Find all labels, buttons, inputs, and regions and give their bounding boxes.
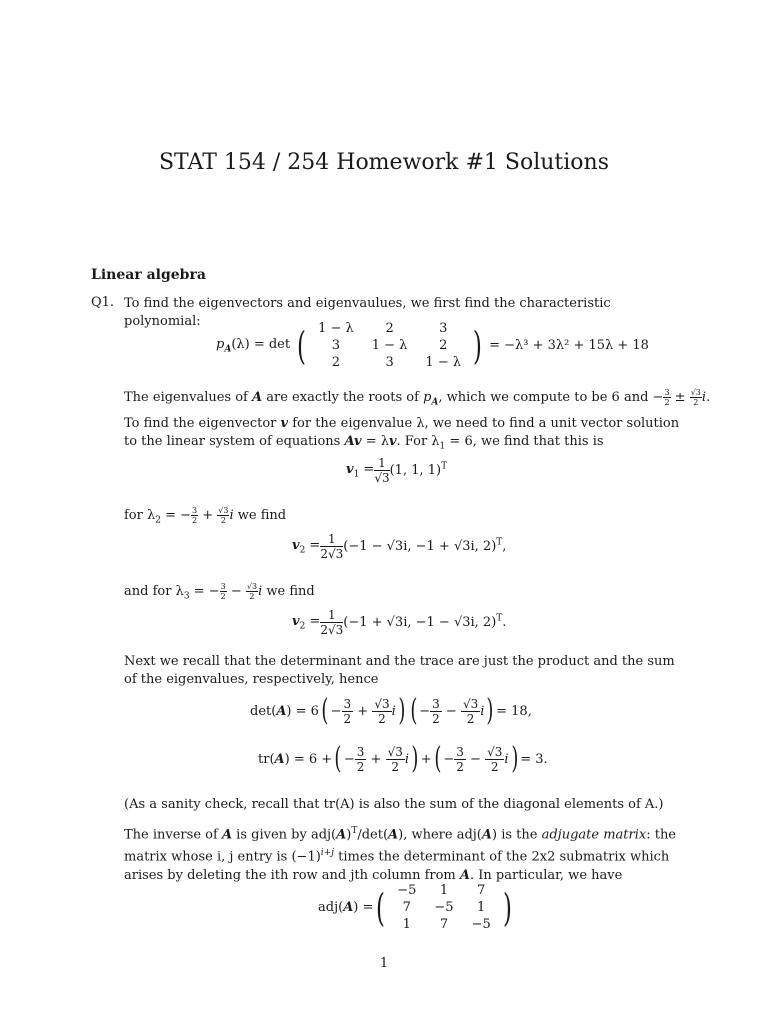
adj-equation: adj(A) =( −5 1 7 7 −5 1 1 7 −5 ) — [318, 883, 512, 932]
text: where adj( — [411, 827, 482, 843]
charpoly-equation: $p_A(\lambda) = \det$ ( 1 − λ 2 3 3 1 − λ 2 2 3 1 − λ ) = −λ³ + 3λ² + 15λ + 18 — [216, 321, 649, 370]
matrix-cell: 1 − λ — [318, 321, 354, 336]
matrix-cell: −5 — [434, 900, 454, 915]
lambda3-line: and for $\lambda_3$ = − $\frac{3}{2}$ − $\frac{√3}{2}$ i we find — [124, 582, 315, 602]
charpoly-rhs: = −λ³ + 3λ² + 15λ + 18 — [489, 338, 649, 353]
matrix-cell: 3 — [439, 321, 448, 336]
text: we find — [237, 508, 287, 523]
matrix-cell: 1 — [439, 883, 449, 898]
matrix-cell: 2 — [331, 355, 341, 370]
matrix-cell: 7 — [477, 883, 486, 898]
text: is given by adj( — [236, 827, 337, 843]
det-label: det — [268, 336, 291, 352]
matrix-cell: 1 − λ — [371, 338, 408, 353]
page-title: STAT 154 / 254 Homework #1 Solutions — [158, 150, 610, 175]
det-trace-text: Next we recall that the determinant and the trace are just the product and the sum of the eigenvalues, respectively, hence — [124, 654, 675, 687]
text: To find the eigenvector — [124, 416, 277, 431]
page-number: 1 — [379, 956, 389, 971]
text: times the determinant of the 2x2 submatrix which arises by deleting the ith row and jth column from — [124, 849, 670, 883]
text: and for λ — [124, 584, 184, 599]
matrix-cell: 1 — [477, 900, 486, 915]
charpoly-symbol: p — [216, 336, 225, 352]
matrix-cell: 3 — [385, 355, 394, 370]
text: . In particular, we have — [470, 867, 623, 883]
text: : the matrix whose i, j entry is (−1) — [124, 827, 677, 865]
matrix-cell: −5 — [471, 917, 491, 932]
trace-result: = 3. — [520, 751, 548, 767]
char-matrix — [309, 320, 470, 371]
text: , which we compute to be 6 and — [438, 390, 649, 405]
section-heading: Linear algebra — [91, 267, 206, 283]
v1-equation: $v_1$ = $\frac{1}{√3}$ (1, 1, 1)$^T$ — [346, 456, 448, 485]
v3-equation: $v_2$ = $\frac{1}{2√3}$ (−1 + √3i, −1 − √3i, 2)$^T$. — [292, 608, 507, 637]
v2-equation: $v_2$ = $\frac{1}{2√3}$ (−1 − √3i, −1 + √3i, 2)$^T$, — [292, 532, 507, 561]
v2-value: (−1 − √3i, −1 + √3i, 2) — [343, 539, 497, 554]
sanity-check: (As a sanity check, recall that tr(A) is also the sum of the diagonal elements of A.) — [124, 797, 664, 812]
trace-equation: tr(A) = 6 +( − $\frac{3}{2}$ + $\frac{√3}{2}$ i) +( − $\frac{3}{2}$ − $\frac{√3}{2}$ i) = 3. — [258, 741, 548, 776]
q1-intro: To find the eigenvectors and eigenvaulues, we first find the characteristic polynomial: — [124, 296, 611, 329]
text: for the eigenvalue λ, we need to find a unit vector solution to the linear system of equations — [124, 416, 680, 449]
text: ) is the — [491, 827, 538, 843]
adj-matrix — [388, 882, 500, 933]
matrix-cell: 2 — [385, 321, 394, 336]
lambda2-line: for $\lambda_2$ = − $\frac{3}{2}$ + $\frac{√3}{2}$ i we find — [124, 506, 287, 526]
matrix-cell: 3 — [331, 338, 341, 353]
text: = 6, we find that this is — [449, 434, 604, 449]
text: . For λ — [396, 434, 440, 449]
inverse-text: The inverse of A is given by $adj(A)^T/\det(A)$, where adj(A) is the adjugate matrix: the matrix whose i, j entry is $(-1)^{i+j}$ times the determinant of the 2x2 submatrix which arises by deleting the ith row and jth column from A. In particular, we have — [124, 826, 677, 883]
det-equation: det(A) = 6( − $\frac{3}{2}$ + $\frac{√3}{2}$ i) ( − $\frac{3}{2}$ − $\frac{√3}{2}$ i) = 18, — [250, 693, 532, 728]
text: The eigenvalues of — [124, 390, 248, 405]
eigenvalues-sentence: The eigenvalues of A are exactly the roots of $p_A$, which we compute to be 6 and − $\frac{3}{2}$ ± $\frac{√3}{2}$ i. — [124, 388, 711, 408]
v3-value: (−1 + √3i, −1 − √3i, 2) — [343, 615, 497, 630]
det-result: = 18, — [496, 703, 532, 719]
question-label: Q1. — [91, 295, 115, 310]
eigenvector-sentence: To find the eigenvector v for the eigenvalue λ, we need to find a unit vector solution to the linear system of equations Av = λv. For $\lambda_1 = 6$, we find that this is — [124, 416, 680, 452]
right-paren: ) — [473, 323, 482, 368]
text: The inverse of — [124, 827, 218, 843]
adjugate-term: adjugate matrix — [541, 827, 647, 843]
text: for λ — [124, 508, 156, 523]
left-paren: ( — [297, 323, 307, 368]
matrix-cell: 7 — [439, 917, 449, 932]
matrix-cell: 1 − λ — [425, 355, 462, 370]
matrix-cell: 1 — [402, 917, 411, 932]
text: we find — [266, 584, 315, 599]
v1-value: (1, 1, 1) — [389, 463, 442, 478]
matrix-cell: 2 — [439, 338, 448, 353]
text: are exactly the roots of — [266, 390, 419, 405]
matrix-cell: −5 — [397, 883, 417, 898]
matrix-cell: 7 — [402, 900, 411, 915]
